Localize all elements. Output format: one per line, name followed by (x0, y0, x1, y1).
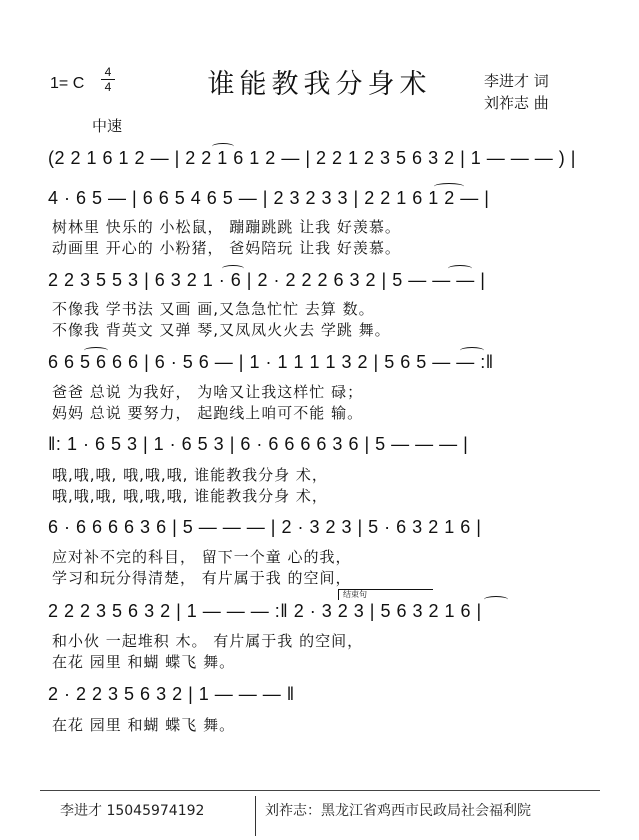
lyric-line-5: 爸爸 总说 为我好， 为啥又让我这样忙 碌； (52, 383, 364, 401)
slur-mark (460, 347, 484, 354)
lyric-line-3: 不像我 学书法 又画 画,又急急忙忙 去算 数。 (52, 300, 375, 318)
notation-line-5: ‖: 1 · 6 5 3 | 1 · 6 5 3 | 6 · 6 6 6 6 3 6 | 5 — — — | (48, 434, 469, 454)
lyric-line-10: 学习和玩分得清楚， 有片属于我 的空间， (52, 569, 352, 587)
notation-line-3: 2 2 3 5 5 3 | 6 3 2 1 · 6 | 2 · 2 2 2 6 3 2 | 5 — — — | (48, 270, 486, 290)
notation-line-8: 2 · 2 2 3 5 6 3 2 | 1 — — — ‖ (48, 684, 295, 704)
slur-mark (212, 143, 234, 150)
lyric-line-11: 和小伙 一起堆积 木。 有片属于我 的空间， (52, 632, 364, 650)
lyric-line-7: 哦,哦,哦, 哦,哦,哦, 谁能教我分身 术， (52, 466, 328, 484)
lyric-line-8: 哦,哦,哦, 哦,哦,哦, 谁能教我分身 术， (52, 487, 328, 505)
meter-bottom: 4 (104, 80, 112, 94)
footer-composer-info: 刘祚志：黑龙江省鸡西市民政局社会福利院 (265, 803, 531, 819)
ending-bracket: 结束句 (338, 589, 433, 600)
notation-line-4: 6 6 5 6 6 6 | 6 · 5 6 — | 1 · 1 1 1 1 3 2 | 5 6 5 — — :‖ (48, 352, 494, 372)
slur-mark (434, 183, 464, 190)
slur-mark (448, 265, 472, 272)
notation-line-7: 2 2 2 3 5 6 3 2 | 1 — — — :‖ 2 · 3 2 3 | 5 6 3 2 1 6 | (48, 601, 482, 621)
lyric-line-6: 妈妈 总说 要努力， 起跑线上咱可不能 输。 (52, 404, 364, 422)
lyric-line-12: 在花 园里 和蝴 蝶飞 舞。 (52, 653, 236, 671)
tempo-marking: 中速 (92, 117, 123, 135)
composer-credit: 刘祚志 曲 (484, 94, 549, 112)
slur-mark (484, 596, 508, 603)
slur-mark (222, 265, 244, 272)
meter-top: 4 (104, 65, 112, 79)
song-title: 谁能教我分身术 (207, 69, 432, 100)
lyric-line-4: 不像我 背英文 又弹 琴,又凤凤火火去 学跳 舞。 (52, 321, 391, 339)
lyric-line-2: 动画里 开心的 小粉猪， 爸妈陪玩 让我 好羡慕。 (52, 239, 401, 257)
notation-line-2: 4 · 6 5 — | 6 6 5 4 6 5 — | 2 3 2 3 3 | 2 2 1 6 1 2 — | (48, 188, 490, 208)
lyric-line-1: 树林里 快乐的 小松鼠， 蹦蹦跳跳 让我 好羡慕。 (52, 218, 401, 236)
notation-line-6: 6 · 6 6 6 6 3 6 | 5 — — — | 2 · 3 2 3 | 5 · 6 3 2 1 6 | (48, 517, 482, 537)
footer-divider (40, 790, 600, 791)
slur-mark (84, 347, 108, 354)
key-signature: 1= C (50, 75, 85, 92)
lyric-line-13: 在花 园里 和蝴 蝶飞 舞。 (52, 716, 236, 734)
lyricist-credit: 李进才 词 (484, 72, 549, 90)
footer-separator (255, 796, 256, 836)
footer-contact: 李进才 15045974192 (60, 803, 205, 819)
lyric-line-9: 应对补不完的科目， 留下一个童 心的我， (52, 548, 352, 566)
notation-line-1: (2 2 1 6 1 2 — | 2 2 1 6 1 2 — | 2 2 1 2 3 5 6 3 2 | 1 — — — ) | (48, 148, 576, 168)
